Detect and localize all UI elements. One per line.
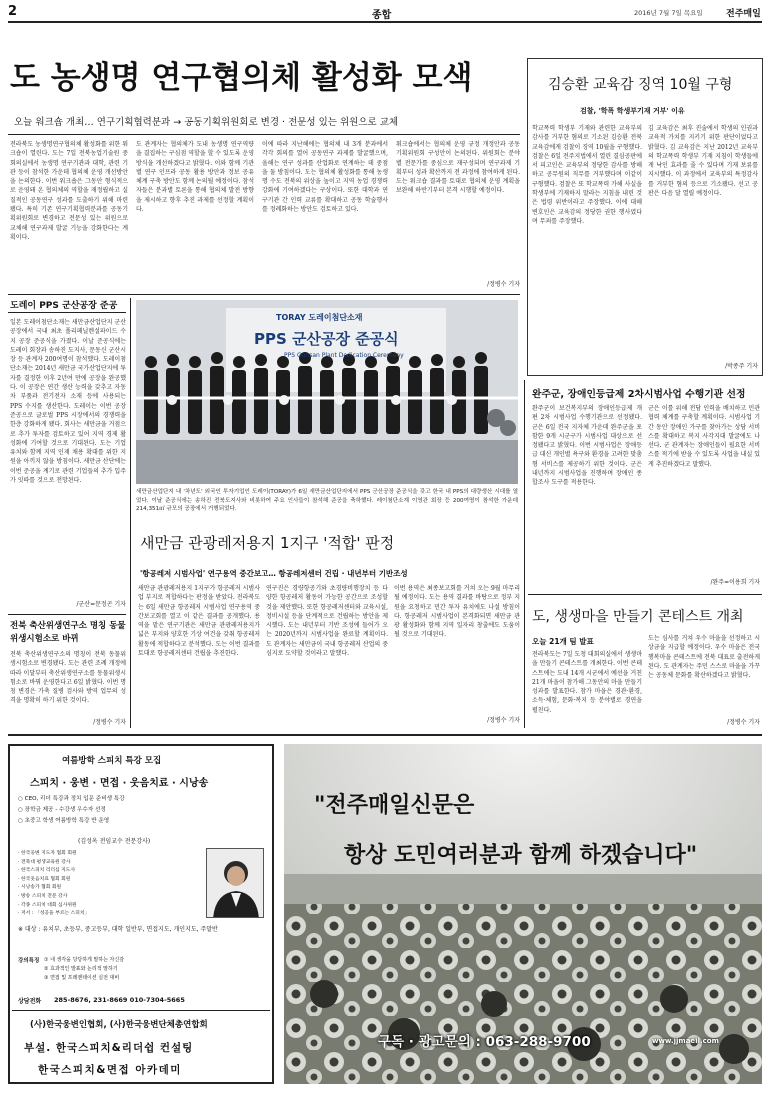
saemangeum-byline: /정병수 기자 <box>487 717 520 724</box>
toray-body: 일본 도레이첨단소재는 새만금산업단지 군산공장에서 국내 최초 폴리페닐렌설파이드 수지 공장 준공식을 가졌다. 이날 준공식에는 도레이 회장과 송하진 도지사, 문동신 군산시장 등 관계자 200여명이 참석했다. 도레이첨단소재는 2014년 새만금 국가산업단지에 투자를 결정한 이후 2년여 만에 공장을 완공했다. 이 공장은 연간 생산 능력을 갖추고 자동차 부품과 전기전자 소재 등에 사용되는 PPS 수지를 생산한다. 도레이는 이번 공장 준공으로 글로벌 PPS 시장에서의 경쟁력을 한층 강화하게 됐다. 회사는 새만금을 거점으로 추가 투자를 검토하고 있어 지역 경제 활성화에 기여할 것으로 기대된다. 도는 기업 유치와 함께 지역 인재 채용 확대를 위한 지원을 아끼지 않을 방침이다. 새만금 산단에는 이번 준공을 계기로 관련 기업들의 추가 입주가 잇따를 것으로 전망된다. <box>10 319 126 485</box>
wanju-headline: 완주군, 장애인등급제 2차시범사업 수행기관 선정 <box>532 389 746 400</box>
wanju-column-2: 군은 이를 위해 전담 인력을 배치하고 민관 협력 체계를 구축할 계획이다. 시범사업 기간 동안 장애인 가구를 찾아가는 상담 서비스를 확대하고 복지 사각지대 발굴에도 나선다. 군 관계자는 장애인들이 필요한 서비스를 적기에 받을 수 있도록 사업을 내실 있게 추진하겠다고 말했다. <box>648 405 760 468</box>
education-byline: /박종주 기자 <box>725 363 758 370</box>
newspaper-ad-url: www.jjmaeil.com <box>652 1037 719 1045</box>
village-top-rule <box>528 594 762 595</box>
speech-ad-kicker: 여름방학 스피치 특강 모집 <box>62 756 162 766</box>
speech-ad-qual: · 저서 : 「성공을 부르는 스피치」 <box>18 911 90 917</box>
village-column-1: 전라북도는 7일 도청 대회의실에서 생생마을 만들기 콘테스트를 개최한다. 이번 콘테스트에는 도내 14개 시군에서 예선을 거친 21개 마을이 참가해 그동안의 마을 만들기 성과를 발표한다. 참가 마을은 경관·환경, 소득·체험, 문화·복지 등 분야별로 경연을 펼친다. <box>532 651 642 714</box>
newspaper-ad-line-1: "전주매일신문은 <box>314 792 475 818</box>
toray-title: 도레이 PPS 군산공장 준공 <box>10 301 118 311</box>
speech-ad-qual: · 방송 스피치 전문 강사 <box>18 893 68 899</box>
photo-banner-sub: PPS Gunsan Plant Dedication Ceremony <box>284 352 404 359</box>
speech-ad-institute-2: 한국스피치&면접 아카데미 <box>38 1064 182 1076</box>
speech-ad-quals <box>18 850 196 919</box>
ads-top-rule <box>8 734 762 736</box>
page-number: 2 <box>8 4 18 19</box>
saemangeum-headline: 새만금 관광레저용지 1지구 '적합' 판정 <box>140 534 395 552</box>
lead-bottom-rule <box>8 294 520 295</box>
paper-name: 전주매일 <box>726 9 761 19</box>
saemangeum-column-2: 연구진은 경량항공기와 초경량비행장치 등 다양한 항공레저 활동이 가능한 공간으로 조성할 것을 제안했다. 또한 항공레저센터와 교육시설, 정비시설 등을 단계적으로 건립하는 방안을 제시했다. 도는 내년부터 기반 조성에 들어가 오는 2020년까지 시범사업을 완료할 계획이다. 도 관계자는 새만금이 국내 항공레저 산업의 중심지로 도약할 것이라고 말했다. <box>266 585 388 658</box>
speech-ad-qual: · 한국웃음치료 협회 회원 <box>18 876 71 882</box>
speech-ad-institute-1: 부설. 한국스피치&리더쉽 컨설팅 <box>24 1042 194 1054</box>
farm-top-rule <box>8 614 126 615</box>
lead-column-4: 워크숍에서는 협의체 운영 규정 개정안과 공동기획위원회 구성안이 논의된다. 위원회는 분야별 전문가를 중심으로 재구성되며 연구과제 기획부터 성과 확산까지 전 과정에 참여하게 된다. 도는 워크숍 결과를 토대로 협의체 운영 계획을 보완해 하반기부터 본격 시행할 예정이다. <box>396 141 520 195</box>
newspaper-ad-contact: 구독 · 광고문의 : 063-288-9700 <box>378 1034 591 1050</box>
farm-byline: /정병수 기자 <box>93 719 126 726</box>
speech-ad-feature: ③ 면접 및 프레젠테이션 실전 대비 <box>44 975 120 981</box>
farm-body: 전북 축산위생연구소의 명칭이 전북 동물위생시험소로 변경됐다. 도는 관련 조례 개정에 따라 이달부터 축산위생연구소를 동물위생시험소로 바꿔 운영한다고 6일 밝혔다. 이번 명칭 변경은 가축 질병 검사와 방역 업무의 성격을 명확히 하기 위한 것이다. <box>10 651 126 705</box>
village-subhead: 오늘 21개 팀 발표 <box>532 637 594 646</box>
speech-ad-sponsor: (사)한국웅변인협회, (사)한국웅변단체총연합회 <box>30 1020 208 1030</box>
lead-column-1: 전라북도 농생명연구협의체 활성화를 위한 워크숍이 열린다. 도는 7일 전북농업기술원 중회의실에서 농생명 연구기관과 대학, 관련 기관 등이 참석한 가운데 협의체 운영 개선방안을 논의한다. 이번 워크숍은 그동안 형식적으로 운영돼 온 협의체의 역할을 재정립하고 실질적인 공동연구 성과를 도출하기 위해 마련됐다. 특히 기존 연구기획협력분과를 공동기획위원회로 변경하고 전문성 있는 위원으로 교체해 연구과제 발굴 기능을 강화한다는 계획이다. <box>10 141 128 241</box>
speech-ad-features <box>44 956 266 983</box>
saemangeum-column-1: 새만금 관광레저용지 1지구가 항공레저 시범사업 부지로 적합하다는 판정을 받았다. 전라북도는 6일 새만금 항공레저 시범사업 연구용역 중간보고회를 열고 이 같은 결과를 공개했다. 용역을 맡은 연구기관은 새만금 관광레저용지가 넓은 부지와 양호한 기상 여건을 갖춰 항공레저 활동에 적합하다고 분석했다. 도는 이번 결과를 토대로 항공레저센터 건립을 추진한다. <box>138 585 260 658</box>
portrait-figure <box>207 849 264 918</box>
education-column-2: 김 교육감은 최후 진술에서 학생의 인권과 교육적 가치를 지키기 위한 판단이었다고 밝혔다. 김 교육감은 지난 2012년 교육부의 학교폭력 학생부 기재 지침이 학생들에게 낙인 효과를 줄 수 있다며 기재 보류를 지시했다. 이 과정에서 교육부의 특정감사를 거부한 혐의 등으로 기소됐다. 선고 공판은 다음 달 열릴 예정이다. <box>648 125 758 198</box>
newspaper-sunflower-ad <box>284 744 762 1084</box>
toray-photo-caption: 새만금산업단지 내 '차년도' 외국인 투자기업인 도레이(TORAY)가 6일 새만금산업단지에서 PPS 군산공장 준공식을 갖고 한국 내 PPS의 대량생산 시대를 열었다. 이날 준공식에는 송하진 전북도지사와 비롯하여 주요 인사들이 참석해 준공을 축하했다. 레이첨단소재 이영관 회장 등 200여명이 참석한 가운데 214,351㎡ 규모의 공장에서 거행되었다. <box>136 489 518 513</box>
wanju-byline: /완주=이용희 기자 <box>710 579 760 586</box>
section-label: 종합 <box>372 10 392 21</box>
farm-headline: 전북 축산위생연구소 명칭 동물위생시험소로 바뀌 <box>10 621 126 644</box>
lead-column-3: 이에 따라 지난해에는 협의체 내 3개 분과에서 각각 회의를 열어 공동연구 과제를 발굴했으며, 올해는 연구 성과를 산업화로 연계하는 데 중점을 둘 방침이다. 도는 협의체 활성화를 통해 농생명 수도 전북의 위상을 높이고 지역 농업 경쟁력 강화에 기여하겠다는 구상이다. 또한 대학과 연구기관 간 인력 교류를 확대하고 공동 학술행사를 정례화하는 방안도 검토하고 있다. <box>262 141 388 214</box>
toray-ceremony-photo <box>136 300 518 484</box>
village-byline: /정병수 기자 <box>727 719 760 726</box>
speech-ad-feature: ② 효과적인 발표와 논리적 말하기 <box>44 966 118 972</box>
education-subhead: 검찰, '학폭 학생부기재 거부' 이유 <box>580 107 685 115</box>
speech-ad-qual: · 시낭송가 협회 회원 <box>18 885 62 891</box>
saemangeum-column-3: 이번 용역은 최종보고회를 거쳐 오는 9월 마무리될 예정이다. 도는 용역 결과를 바탕으로 정부 지원을 요청하고 민간 투자 유치에도 나설 방침이다. 항공레저 시범사업이 본격화되면 새만금 관광 활성화와 함께 지역 일자리 창출에도 도움이 될 것으로 기대된다. <box>394 585 520 639</box>
header-rule <box>8 21 762 23</box>
speech-ad-items <box>18 794 268 827</box>
saemangeum-subhead: '항공레저 시범사업' 연구용역 중간보고… 항공레저센터 건립 · 내년부터 기반조성 <box>140 569 408 578</box>
wanju-column-1: 완주군이 보건복지부의 장애인등급제 개편 2차 시범사업 수행기관으로 선정됐다. 군은 6일 전국 지자체 가운데 완주군을 포함한 9개 시군구가 시범사업 대상으로 선정됐다고 밝혔다. 이번 시범사업은 장애등급 대신 개인별 욕구와 환경을 고려한 맞춤형 서비스를 제공하기 위한 것이다. 군은 내년까지 시범사업을 진행하며 장애인 종합조사 도구를 적용한다. <box>532 405 642 487</box>
lead-subhead-rule <box>8 134 520 135</box>
speech-ad-phones: 285-8676, 231-8669 010-7304-5665 <box>54 996 185 1004</box>
photo-banner-title: PPS 군산공장 준공식 <box>254 330 399 348</box>
speech-ad-qual: · 한국웅변 지도자 협회 회원 <box>18 851 77 856</box>
education-headline: 김승환 교육감 징역 10월 구형 <box>548 77 733 93</box>
speech-ad-item: ○ 장학금 제공 - 수강생 우수자 선정 <box>18 807 106 813</box>
speech-ad-qual: · 각종 스피치 대회 심사위원 <box>18 902 77 908</box>
speech-ad-qual: · 한국스피치 리더십 지도사 <box>18 868 76 874</box>
education-column-1: 학교폭력 학생부 기재와 관련한 교육부의 감사를 거부한 혐의로 기소된 김승환 전북교육감에게 검찰이 징역 10월을 구형했다. 검찰은 6일 전주지법에서 열린 결심공판에서 피고인은 교육부의 정당한 감사를 방해하고 공무원의 직무를 거부했다며 이같이 구형했다. 검찰은 또 학교폭력 가해 사실을 학생부에 기재하지 말라는 지침을 내린 것은 법령 위반이라고 주장했다. 이에 대해 변호인은 교육감의 정당한 권한 행사였다며 무죄를 주장했다. <box>532 125 642 225</box>
lead-byline: /정병수 기자 <box>487 281 520 288</box>
speech-ad-divider <box>12 1010 270 1011</box>
speech-ad-item: ○ CEO, 리더 특강과 정치 입문 준비생 특강 <box>18 796 125 802</box>
village-column-2: 도는 심사를 거쳐 우수 마을을 선정하고 시상금을 지급할 예정이다. 우수 마을은 전국 행복마을 콘테스트에 전북 대표로 출전하게 된다. 도 관계자는 주민 스스로 마을을 가꾸는 공동체 문화를 확산하겠다고 밝혔다. <box>648 635 760 680</box>
speech-ad-targets: ※ 대상 : 유치부, 초등부, 중고등부, 대학 일반부, 면접지도, 개인지도, 주말반 <box>18 926 218 933</box>
village-headline: 도, 생생마을 만들기 콘테스트 개최 <box>532 609 744 625</box>
lead-subhead: 오늘 워크숍 개최… 연구기획협력분과 → 공동기획위원회로 변경 · 전문성 있는 위원으로 교체 <box>14 117 399 128</box>
speech-ad-qual: · 전북대 평생교육원 강사 <box>18 859 71 865</box>
left-column-divider <box>130 298 131 728</box>
speech-ad-director: (김성옥 전임교수 전문강사) <box>78 838 151 845</box>
photo-banner-brand: TORAY 도레이첨단소재 <box>276 313 363 322</box>
right-column-divider <box>524 380 525 728</box>
toray-byline: /군산=문정곤 기자 <box>76 601 126 608</box>
speech-ad-item: ○ 초중고 학생 여름방학 특강 반 운영 <box>18 818 110 824</box>
issue-date: 2016년 7월 7일 목요일 <box>634 9 703 17</box>
lead-headline: 도 농생명 연구협의체 활성화 모색 <box>10 60 473 96</box>
toray-title-rule <box>8 312 126 313</box>
speech-ad-phone-label: 상담전화 <box>18 998 42 1005</box>
speech-ad-feature: ① 내 생각을 당당하게 말하는 자신감 <box>44 957 125 963</box>
speech-ad-title: 스피치 · 웅변 · 면접 · 웃음치료 · 시낭송 <box>30 778 209 789</box>
lead-column-2: 도 관계자는 협의체가 도내 농생명 연구역량을 결집하는 구심점 역할을 할 수 있도록 운영 방식을 개선하겠다고 밝혔다. 이와 함께 기관별 연구 인프라 공동 활용 방안과 정보 공유 체계 구축 방안도 함께 논의될 예정이다. 참석자들은 분과별 토론을 통해 협의체 발전 방향을 제시하고 향후 추진 과제를 선정할 계획이다. <box>136 141 254 214</box>
speech-ad-portrait <box>206 848 264 918</box>
newspaper-ad-line-2: 항상 도민여러분과 함께 하겠습니다" <box>344 842 698 868</box>
speech-ad-features-label: 강의특징 <box>18 958 40 964</box>
